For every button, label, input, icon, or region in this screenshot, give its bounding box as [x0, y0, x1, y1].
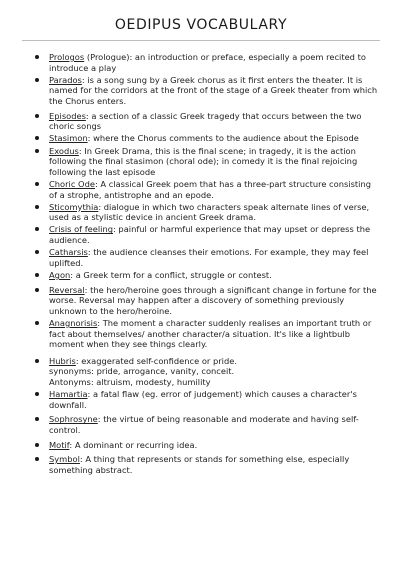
vocab-item-sticomythia: [22, 202, 380, 223]
vocab-term: Exodus: [49, 145, 79, 156]
vocab-item-agon: [22, 270, 380, 281]
vocab-item-sophrosyne: [22, 414, 380, 435]
vocab-item-reversal: [22, 285, 380, 317]
vocab-definition: : A dominant or recurring idea.: [69, 439, 198, 450]
vocab-definition: : the virtue of being reasonable and moderate and having self-control.: [49, 414, 359, 435]
vocab-item-catharsis: [22, 247, 380, 268]
vocab-item-anagnorisis: [22, 318, 380, 350]
vocabulary-list: [22, 52, 380, 475]
vocab-definition: : the audience cleanses their emotions. For example, they may feel uplifted.: [49, 247, 369, 268]
vocab-item-stasimon: [22, 133, 380, 144]
hubris-antonyms: Antonyms: altruism, modesty, humility: [49, 376, 211, 387]
vocab-definition: : exaggerated self-confidence or pride.: [75, 355, 237, 366]
vocab-term: Anagnorisis: [49, 318, 98, 328]
vocab-term: Hamartia: [49, 389, 88, 400]
vocab-term: Reversal: [49, 284, 85, 295]
vocab-definition: : A thing that represents or stands for something else, especially something abstract.: [49, 454, 350, 475]
vocab-item-motif: [22, 440, 380, 451]
vocab-item-hamartia: [22, 389, 380, 410]
vocab-item-prologos: [22, 52, 380, 73]
vocab-item-crisis-of-feeling: [22, 224, 380, 245]
vocab-definition: (Prologue): an introduction or preface, especially a poem recited to introduce a play: [49, 52, 366, 73]
vocab-item-episodes: [22, 111, 380, 132]
vocab-term: Parados: [49, 74, 82, 85]
vocab-definition: : dialogue in which two characters speak alternate lines of verse, used as a stylistic device in ancient Greek drama.: [49, 201, 370, 223]
vocab-definition: : where the Chorus comments to the audience about the Episode: [87, 133, 359, 144]
vocab-definition: : a fatal flaw (eg. error of judgement) which causes a character's downfall.: [49, 389, 357, 410]
hubris-synonyms: synonyms: pride, arrogance, vanity, conceit.: [49, 366, 235, 377]
vocab-definition: : The moment a character suddenly realises an important truth or fact about themselves/ another character/a situation. It's like a lightbulb moment when they see things clearly.: [49, 318, 372, 350]
vocab-term: Hubris: [49, 355, 76, 366]
vocab-definition: : the hero/heroine goes through a significant change in fortune for the worse. Reversal may happen after a discovery of something previously unknown to the hero/heroine.: [49, 284, 377, 316]
vocab-item-choric-ode: [22, 179, 380, 200]
vocab-item-symbol: [22, 454, 380, 475]
vocab-definition: : a section of a classic Greek tragedy that occurs between the two choric songs: [49, 110, 362, 132]
vocab-term: Sticomythia: [49, 201, 99, 212]
vocab-term: Motif: [49, 439, 70, 450]
vocab-term: Crisis of feeling: [49, 224, 113, 235]
vocab-item-hubris: [22, 356, 380, 388]
vocab-item-parados: [22, 75, 380, 107]
title-divider: [22, 40, 380, 41]
vocab-definition: : is a song sung by a Greek chorus as it first enters the theater. It is named for the corridors at the front of the stage of a Greek theater from which the Chorus enters.: [49, 74, 378, 106]
page-title: OEDIPUS VOCABULARY: [114, 17, 288, 33]
vocab-term: Episodes: [49, 110, 86, 121]
vocab-term: Sophrosyne: [49, 414, 98, 425]
vocab-term: Catharsis: [49, 247, 88, 258]
vocab-definition: : a Greek term for a conflict, struggle or contest.: [70, 270, 272, 281]
vocab-term: Prologos: [49, 52, 85, 62]
vocab-definition: : painful or harmful experience that may upset or depress the audience.: [49, 224, 371, 246]
vocab-term: Symbol: [49, 454, 80, 465]
vocab-term: Agon: [49, 270, 71, 281]
vocab-term: Stasimon: [49, 133, 88, 144]
vocab-term: Choric Ode: [49, 178, 95, 189]
vocab-definition: : A classical Greek poem that has a three-part structure consisting of a strophe, antistrophe and an epode.: [49, 178, 371, 200]
vocab-definition: : In Greek Drama, this is the final scene; in tragedy, it is the action following the final stasimon (choral ode); in comedy it is the final rejoicing following the last episode: [49, 145, 358, 177]
vocab-item-exodus: [22, 146, 380, 178]
